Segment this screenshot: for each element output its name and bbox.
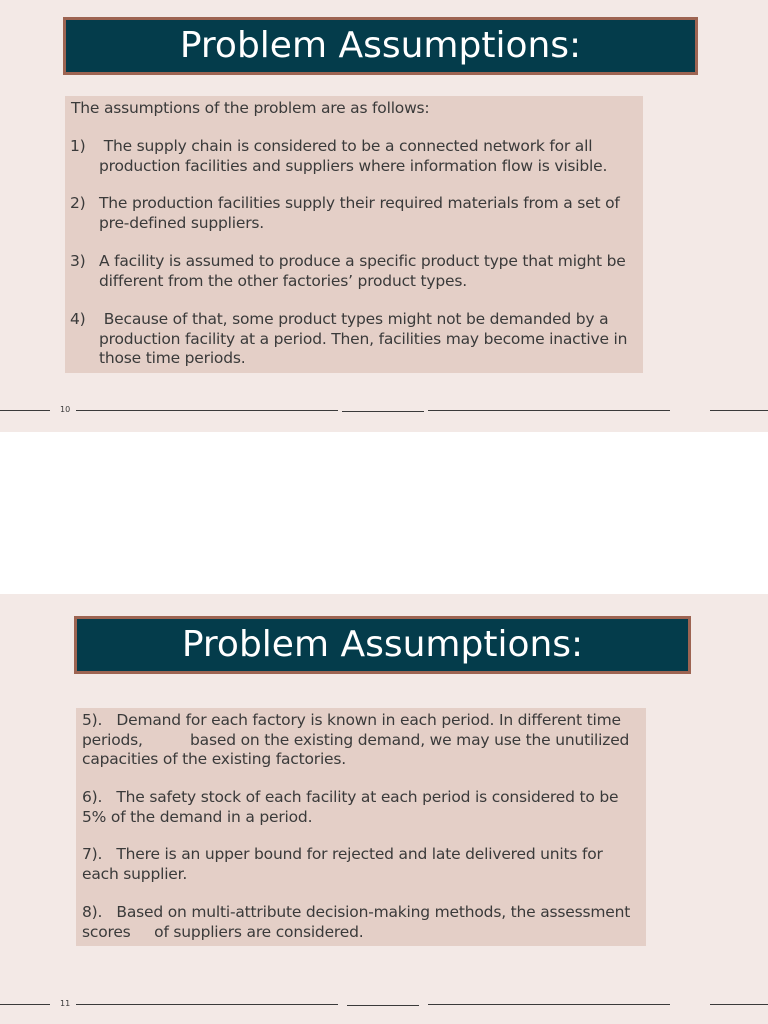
footer-divider bbox=[76, 1004, 338, 1005]
item-number: 3) bbox=[70, 252, 86, 270]
footer-divider bbox=[428, 1004, 670, 1005]
item-text: A facility is assumed to produce a specific product type that might be different from the other factories’ product types. bbox=[99, 252, 626, 290]
assumption-item bbox=[70, 137, 630, 176]
footer-divider bbox=[0, 410, 50, 411]
footer-divider bbox=[347, 1005, 419, 1006]
footer-divider bbox=[710, 1004, 768, 1005]
assumption-item bbox=[70, 252, 630, 291]
item-text: The supply chain is considered to be a connected network for all production facilities and suppliers where information flow is visible. bbox=[99, 137, 608, 175]
item-number: 1) bbox=[70, 137, 86, 155]
page-number: 11 bbox=[60, 999, 71, 1008]
assumptions-box bbox=[76, 708, 646, 946]
slide-10 bbox=[0, 0, 768, 432]
slide-title: Problem Assumptions: bbox=[63, 17, 698, 75]
assumption-item: 7). There is an upper bound for rejected and late delivered units for each supplier. bbox=[82, 845, 608, 883]
intro-text: The assumptions of the problem are as follows: bbox=[71, 99, 430, 117]
footer-divider bbox=[76, 410, 338, 411]
assumption-item: 6). The safety stock of each facility at each period is considered to be 5% of the demand in a period. bbox=[82, 788, 624, 826]
item-number: 4) bbox=[70, 310, 86, 328]
page-number: 10 bbox=[60, 405, 71, 414]
assumption-item: 8). Based on multi-attribute decision-making methods, the assessment scores of suppliers are considered. bbox=[82, 903, 635, 941]
assumption-item bbox=[70, 310, 630, 369]
item-text: The production facilities supply their required materials from a set of pre-defined suppliers. bbox=[99, 194, 620, 232]
item-text: Because of that, some product types might not be demanded by a production facility at a period. Then, facilities may become inactive in those time periods. bbox=[99, 310, 628, 367]
footer-divider bbox=[710, 410, 768, 411]
slide-title: Problem Assumptions: bbox=[74, 616, 691, 674]
footer-divider bbox=[428, 410, 670, 411]
footer-divider bbox=[0, 1004, 50, 1005]
footer-divider bbox=[342, 411, 424, 412]
assumption-item bbox=[70, 194, 630, 233]
slide-11 bbox=[0, 594, 768, 1024]
assumption-item: 5). Demand for each factory is known in each period. In different time periods, based on the existing demand, we may use the unutilized capacities of the existing factories. bbox=[82, 711, 634, 768]
item-number: 2) bbox=[70, 194, 86, 212]
assumptions-box bbox=[65, 96, 643, 373]
